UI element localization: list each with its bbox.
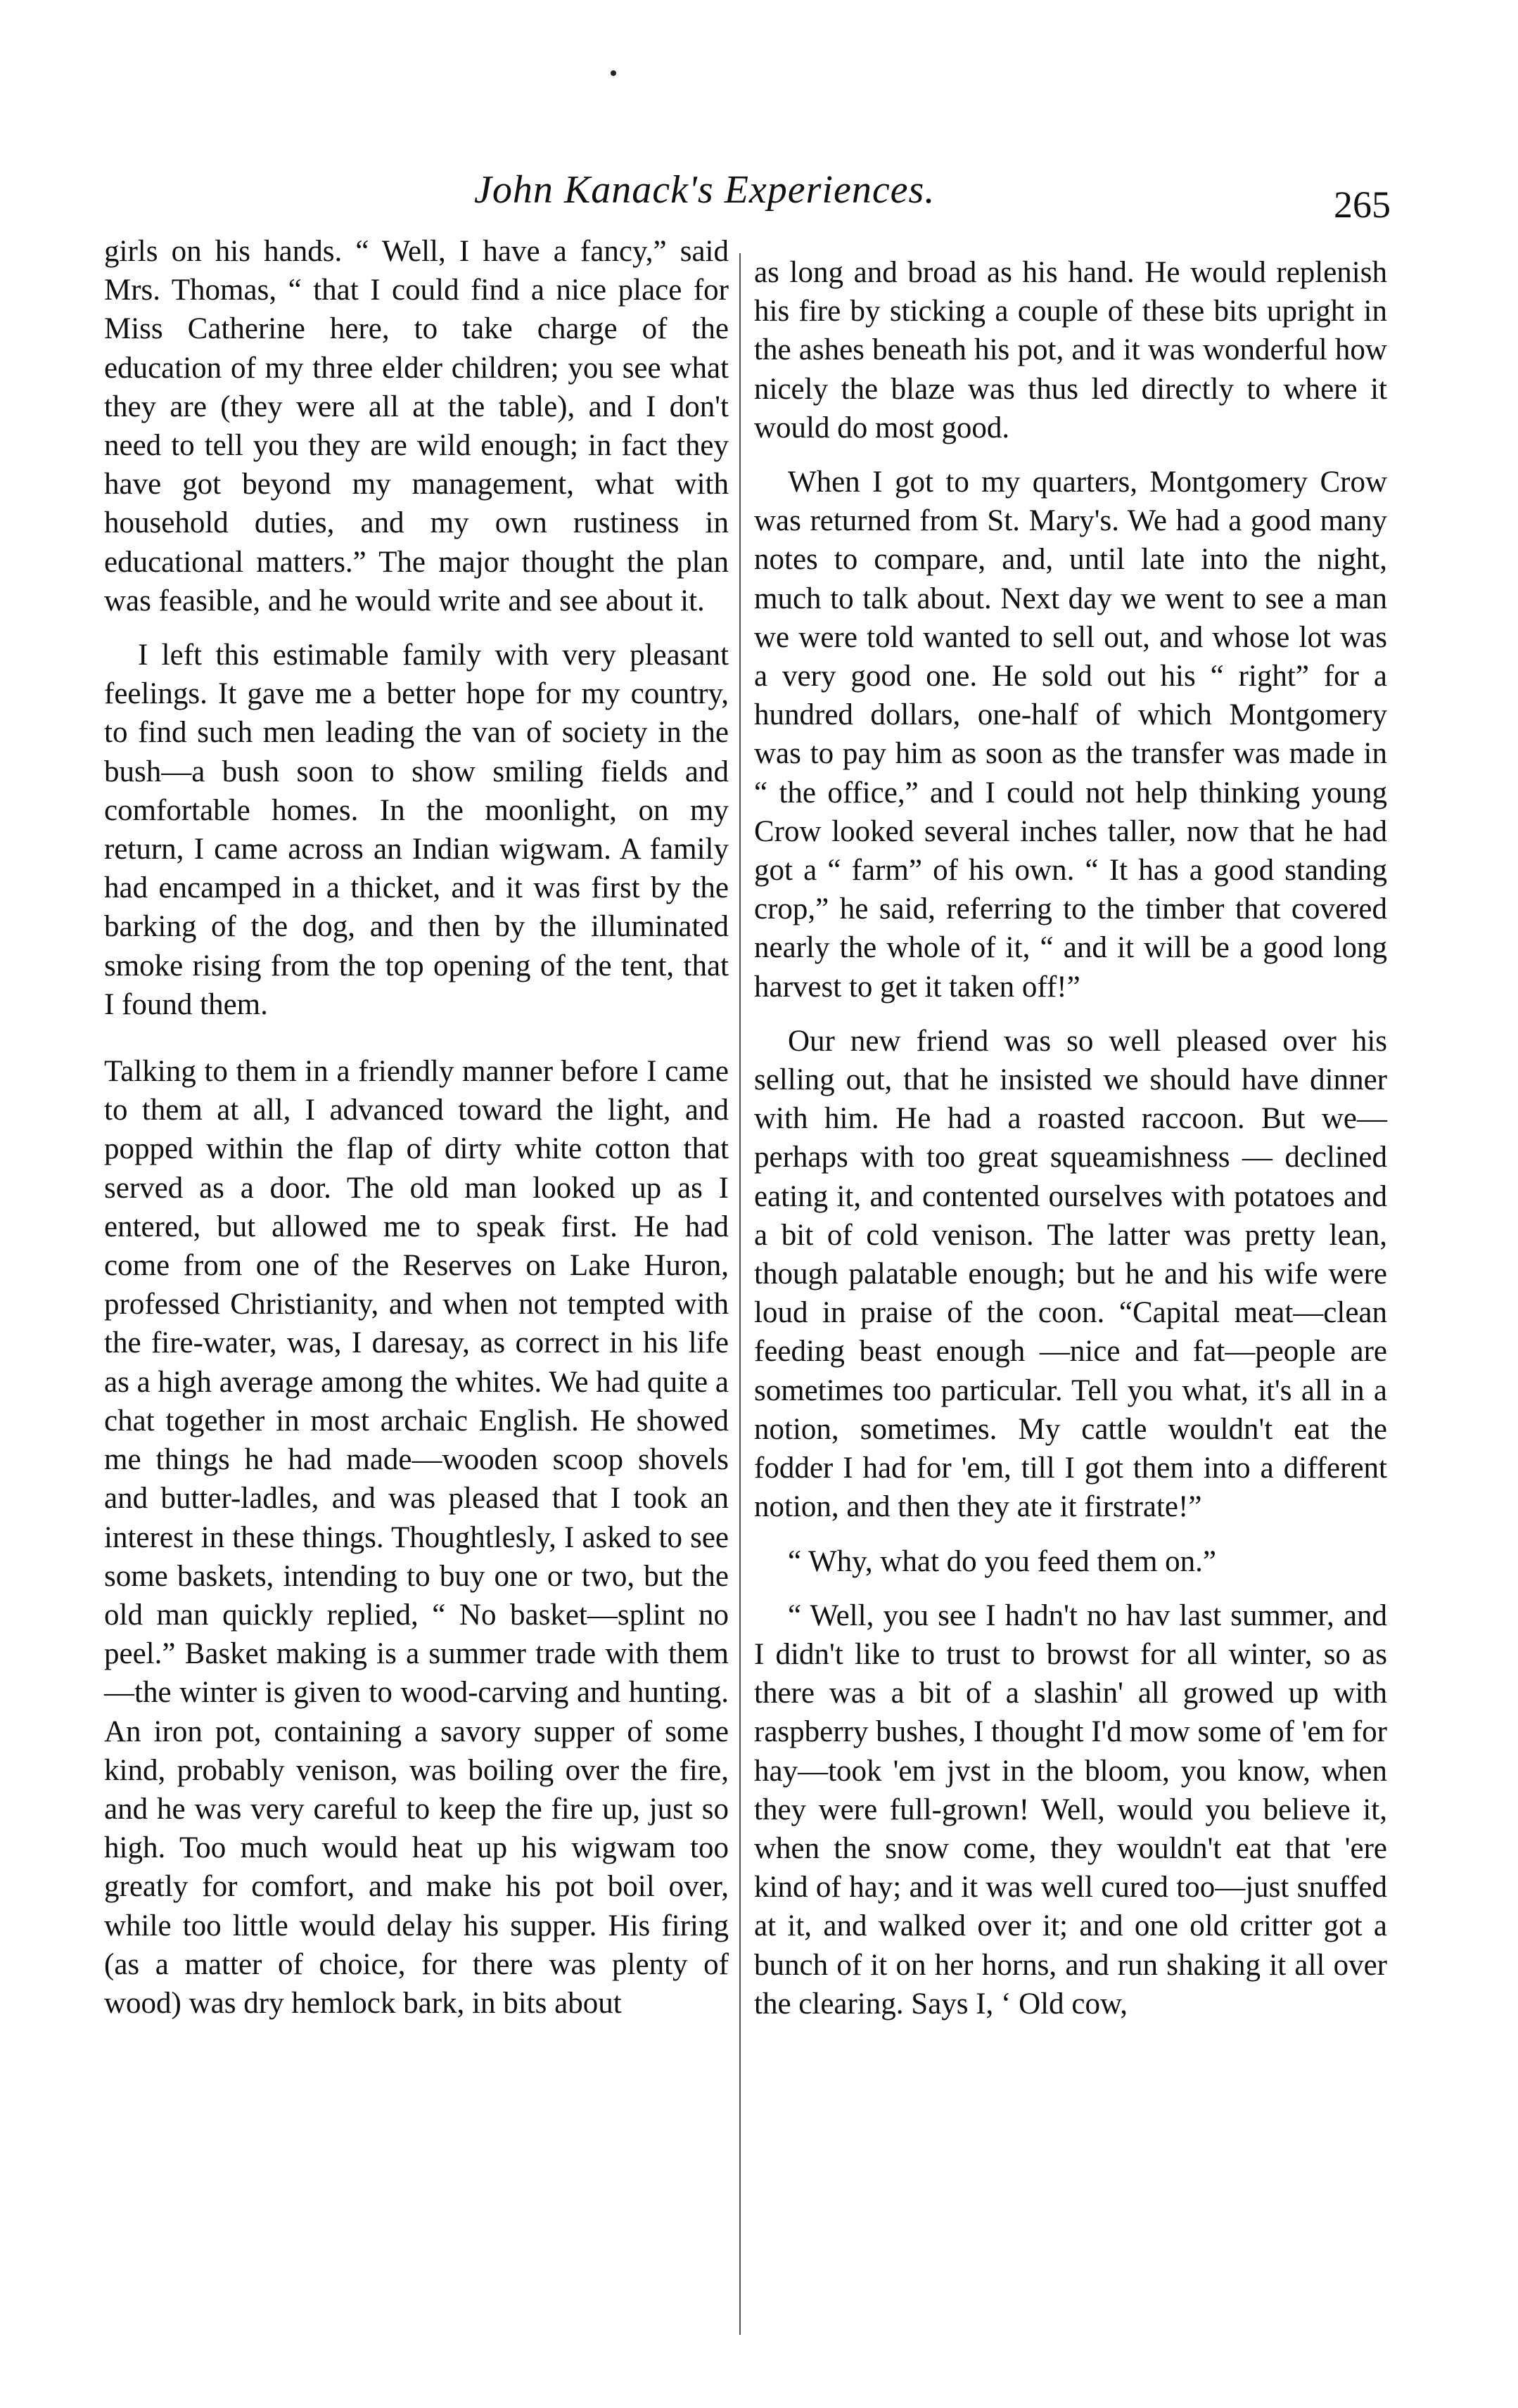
page-header <box>0 167 1518 231</box>
paragraph: When I got to my quarters, Montgomery Crow was returned from St. Mary's. We had a good many notes to compare, and, until late into the night, much to talk about. Next day we went to see a man we were told wanted to sell out, and whose lot was a very good one. He sold out his “ right” for a hundred dollars, one-half of which Montgomery was to pay him as soon as the transfer was made in “ the office,” and I could not help thinking young Crow looked several inches taller, now that he had got a “ farm” of his own. “ It has a good standing crop,” he said, referring to the timber that covered nearly the whole of it, “ and it will be a good long harvest to get it taken off!” <box>754 466 1387 1004</box>
paragraph: “ Why, what do you feed them on.” <box>788 1544 1216 1578</box>
page-number: 265 <box>1334 184 1391 226</box>
running-title: John Kanack's Experiences. <box>474 168 936 212</box>
paragraph: Talking to them in a friendly manner before I came to them at all, I advanced toward the light, and popped within the flap of dirty white cotton that served as a door. The old man looked up as I entered, but allowed me to speak first. He had come from one of the Reserves on Lake Huron, professed Christianity, and when not tempted with the fire-water, was, I daresay, as correct in his life as a high average among the whites. We had quite a chat together in most archaic English. He showed me things he had made—wooden scoop shovels and butter-ladles, and was pleased that I took an interest in these things. Thoughtlesly, I asked to see some baskets, intending to buy one or two, but the old man quickly replied, “ No basket—splint no peel.” Basket making is a summer trade with them—the winter is given to wood-carving and hunting. An iron pot, containing a savory supper of some kind, probably venison, was boiling over the fire, and he was very careful to keep the fire up, just so high. Too much would heat up his wigwam too greatly for comfort, and make his pot boil over, while too little would delay his supper. His firing (as a matter of choice, for there was plenty of wood) was dry hemlock bark, in bits about <box>104 1055 729 2020</box>
right-column <box>754 253 1387 2023</box>
paragraph: as long and broad as his hand. He would replenish his fire by sticking a couple of these bits upright in the ashes beneath his pot, and it was wonderful how nicely the blaze was thus led directly to where it would do most good. <box>754 256 1387 444</box>
column-divider <box>739 253 741 2335</box>
paragraph: girls on his hands. “ Well, I have a fancy,” said Mrs. Thomas, “ that I could find a nice place for Miss Catherine here, to take charge of the education of my three elder children; you see what they are (they were all at the table), and I don't need to tell you they are wild enough; in fact they have got beyond my management, what with household duties, and my own rustiness in educational matters.” The major thought the plan was feasible, and he would write and see about it. <box>104 235 729 617</box>
paragraph: Our new friend was so well pleased over his selling out, that he insisted we should have dinner with him. He had a roasted raccoon. But we—perhaps with too great squeamishness — declined eating it, and contented ourselves with potatoes and a bit of cold venison. The latter was pretty lean, though palatable enough; but he and his wife were loud in praise of the coon. “Capital meat—clean feeding beast enough —nice and fat—people are sometimes too particular. Tell you what, it's all in a notion, sometimes. My cattle wouldn't eat the fodder I had for 'em, till I got them into a different notion, and then they ate it firstrate!” <box>754 1024 1387 1524</box>
left-column <box>104 232 729 2023</box>
paragraph: “ Well, you see I hadn't no hav last summer, and I didn't like to trust to browst for all winter, so as there was a bit of a slashin' all growed up with raspberry bushes, I thought I'd mow some of 'em for hay—took 'em jvst in the bloom, you know, when they were full-grown! Well, would you believe it, when the snow come, they wouldn't eat that 'ere kind of hay; and it was well cured too—just snuffed at it, and walked over it; and one old critter got a bunch of it on her horns, and run shaking it all over the clearing. Says I, ‘ Old cow, <box>754 1599 1387 2020</box>
ink-speck <box>611 70 616 76</box>
paragraph: I left this estimable family with very pleasant feelings. It gave me a better hope for my country, to find such men leading the van of society in the bush—a bush soon to show smiling fields and comfortable homes. In the moonlight, on my return, I came across an Indian wigwam. A family had encamped in a thicket, and it was first by the barking of the dog, and then by the illuminated smoke rising from the top opening of the tent, that I found them. <box>104 639 729 1021</box>
